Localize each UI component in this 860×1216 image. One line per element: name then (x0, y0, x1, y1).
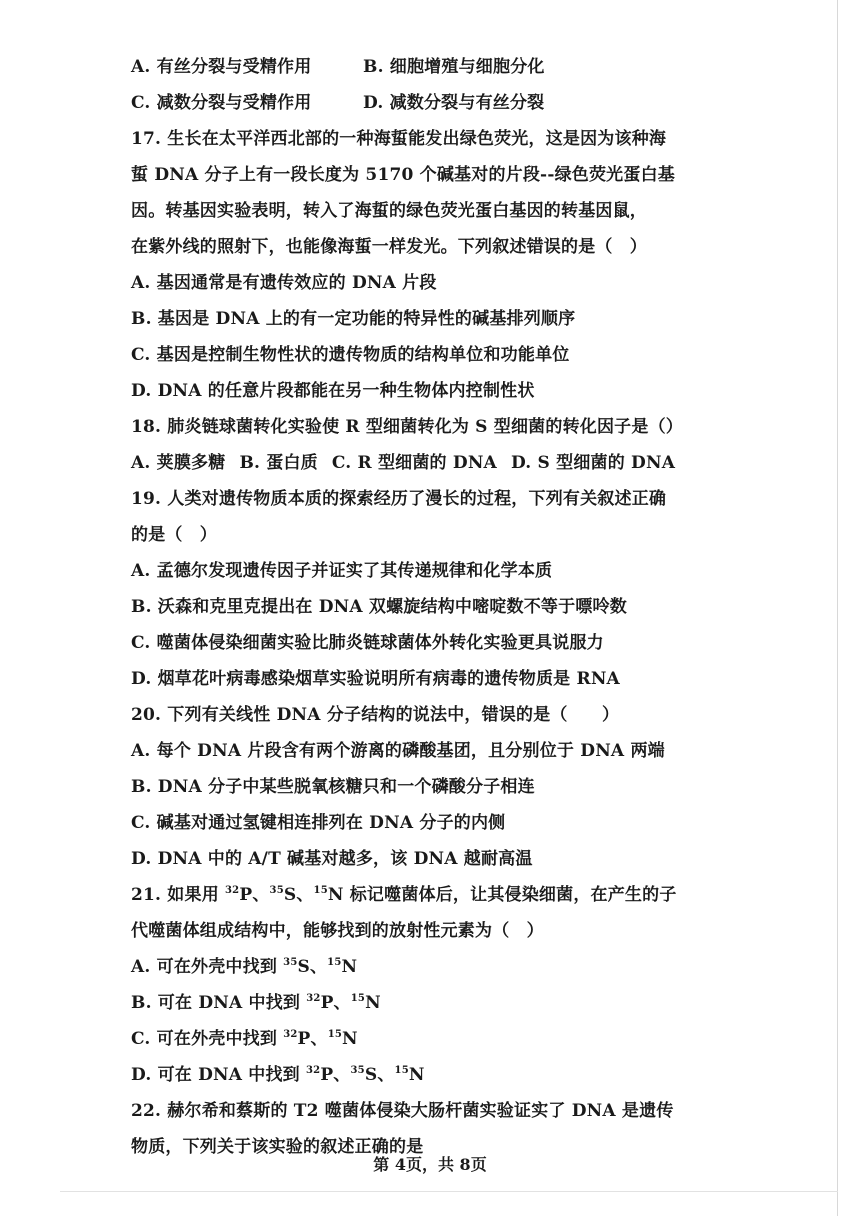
q20-option-d: D. DNA 中的 A/T 碱基对越多，该 DNA 越耐高温 (131, 849, 533, 869)
page-number-footer: 第 4页，共 8页 (373, 1155, 487, 1174)
page-content (131, 49, 731, 1165)
q16-option-a: A. 有丝分裂与受精作用 (131, 57, 312, 77)
q17-stem-line-3: 因。转基因实验表明，转入了海蜇的绿色荧光蛋白基因的转基因鼠， (131, 201, 647, 221)
q18-option-c: C. R 型细菌的 DNA (331, 453, 497, 473)
q21-option-b-el-1: P、 (320, 993, 351, 1013)
q17-option-d: D. DNA 的任意片段都能在另一种生物体内控制性状 (131, 381, 535, 401)
q21-option-b-prefix: B. 可在 DNA 中找到 (131, 993, 307, 1013)
q21-option-c-sup-1: 32 (283, 1029, 298, 1040)
q21-stem-p: P、 (239, 885, 270, 905)
q19-stem-line-1: 19. 人类对遗传物质本质的探索经历了漫长的过程，下列有关叙述正确 (131, 489, 667, 509)
q16-options-row-2 (131, 85, 731, 121)
q22-stem-line-2: 物质，下列关于该实验的叙述正确的是 (131, 1137, 424, 1157)
q21-option-d-el-3: N (408, 1065, 425, 1085)
q20-option-b: B. DNA 分子中某些脱氧核糖只和一个磷酸分子相连 (131, 777, 535, 797)
q21-option-a-el-2: N (341, 957, 358, 977)
q21-option-d-sup-1: 32 (306, 1065, 321, 1076)
q17-option-b: B. 基因是 DNA 上的有一定功能的特异性的碱基排列顺序 (131, 309, 576, 329)
q16-option-d: D. 减数分裂与有丝分裂 (363, 93, 545, 113)
q21-stem-rest: N 标记噬菌体后，让其侵染细菌，在产生的子 (327, 885, 677, 905)
q19-option-b: B. 沃森和克里克提出在 DNA 双螺旋结构中嘧啶数不等于嘌呤数 (131, 597, 627, 617)
q21-option-a-el-1: S、 (297, 957, 328, 977)
q21-stem-prefix: 21. 如果用 (131, 885, 226, 905)
q19-option-d: D. 烟草花叶病毒感染烟草实验说明所有病毒的遗传物质是 RNA (131, 669, 620, 689)
q22-stem-line-1: 22. 赫尔希和蔡斯的 T2 噬菌体侵染大肠杆菌实验证实了 DNA 是遗传 (131, 1101, 674, 1121)
q21-option-b-el-2: N (365, 993, 381, 1013)
q21-option-d-sup-3: 15 (394, 1065, 409, 1076)
q21-option-c-el-1: P、 (297, 1029, 328, 1049)
q18-option-b: B. 蛋白质 (239, 453, 318, 473)
q18-option-a: A. 荚膜多糖 (131, 453, 226, 473)
q20-option-c: C. 碱基对通过氢键相连排列在 DNA 分子的内侧 (131, 813, 506, 833)
q21-stem-s: S、 (283, 885, 314, 905)
q21-option-d-el-2: S、 (364, 1065, 395, 1085)
q16-option-b: B. 细胞增殖与细胞分化 (363, 57, 545, 77)
q21-stem-line-2: 代噬菌体组成结构中，能够找到的放射性元素为（ ） (131, 921, 544, 941)
q19-option-a: A. 孟德尔发现遗传因子并证实了其传递规律和化学本质 (131, 561, 553, 581)
q21-isotope-p-mass: 32 (225, 885, 240, 896)
q16-option-c: C. 减数分裂与受精作用 (131, 93, 312, 113)
q21-option-c-sup-2: 15 (327, 1029, 343, 1040)
q20-option-a: A. 每个 DNA 片段含有两个游离的磷酸基团，且分别位于 DNA 两端 (131, 741, 665, 761)
q21-option-a-sup-2: 15 (327, 957, 342, 968)
q21-option-d-prefix: D. 可在 DNA 中找到 (131, 1065, 306, 1085)
q17-option-a: A. 基因通常是有遗传效应的 DNA 片段 (131, 273, 437, 293)
q18-stem: 18. 肺炎链球菌转化实验使 R 型细菌转化为 S 型细菌的转化因子是（） (131, 417, 683, 437)
q18-option-d: D. S 型细菌的 DNA (510, 453, 676, 473)
q21-option-c (131, 1021, 731, 1057)
q17-option-c: C. 基因是控制生物性状的遗传物质的结构单位和功能单位 (131, 345, 570, 365)
q21-isotope-n-mass: 15 (313, 885, 328, 896)
q21-stem-line-1 (131, 877, 731, 913)
q17-stem-line-4: 在紫外线的照射下，也能像海蜇一样发光。下列叙述错误的是（ ） (131, 237, 647, 257)
q21-option-a-sup-1: 35 (283, 957, 298, 968)
q16-options-row-1 (131, 49, 731, 85)
q21-option-b (131, 985, 731, 1021)
q21-option-d-el-1: P、 (320, 1065, 351, 1085)
q21-option-b-sup-2: 15 (350, 993, 366, 1004)
q18-options-row (131, 445, 731, 481)
q21-option-c-el-2: N (342, 1029, 358, 1049)
q21-option-b-sup-1: 32 (306, 993, 321, 1004)
q19-option-c: C. 噬菌体侵染细菌实验比肺炎链球菌体外转化实验更具说服力 (131, 633, 604, 653)
q21-option-c-prefix: C. 可在外壳中找到 (131, 1029, 284, 1049)
page-edge-bottom (60, 1191, 838, 1192)
q17-stem-line-2: 蜇 DNA 分子上有一段长度为 5170 个碱基对的片段--绿色荧光蛋白基 (131, 165, 675, 185)
q21-option-a-prefix: A. 可在外壳中找到 (131, 957, 284, 977)
q20-stem: 20. 下列有关线性 DNA 分子结构的说法中，错误的是（ ） (131, 705, 620, 725)
q21-option-d (131, 1057, 731, 1093)
q21-option-a (131, 949, 731, 985)
q17-stem-line-1: 17. 生长在太平洋西北部的一种海蜇能发出绿色荧光，这是因为该种海 (131, 129, 667, 149)
q21-option-d-sup-2: 35 (350, 1065, 365, 1076)
q21-isotope-s-mass: 35 (269, 885, 284, 896)
page-edge-right (837, 0, 838, 1216)
q19-stem-line-2: 的是（ ） (131, 525, 217, 545)
